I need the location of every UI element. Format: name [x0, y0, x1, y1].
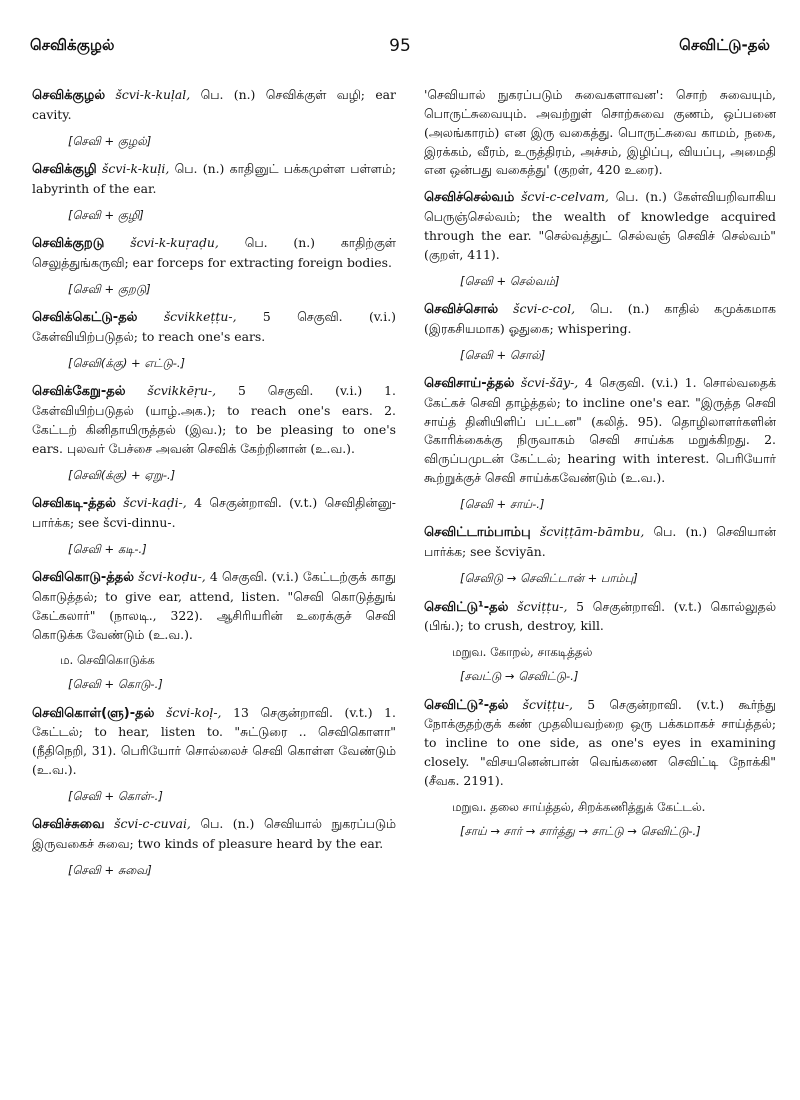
headword: செவிச்சொல்	[424, 301, 499, 317]
etymology: [செவிடு → செவிட்டான் + பாம்பு]	[460, 571, 638, 586]
definition: பெ. (n.) கேள்வியறிவாகிய பெருஞ்செல்வம்; the wealth of knowledge acquired through the ear. "செல்வத்துட் செல்வஞ் செவிச் செல்வம்" (குறள், 411).	[424, 189, 776, 262]
headword: செவிக்கேறு-தல்	[32, 384, 126, 400]
etymology: [செவி + குறடு]	[68, 281, 151, 296]
etymology: [செவி(க்கு) + ஏறு-.]	[68, 467, 176, 482]
transliteration: šcvi-k-kuḷal,	[115, 87, 191, 102]
dictionary-entry	[424, 188, 776, 264]
dictionary-entry	[32, 160, 396, 199]
transliteration: šcvikkēṛu-,	[147, 383, 217, 399]
etymology: [சவட்டு → செவிட்டு-.]	[460, 669, 579, 684]
headword: செவிச்சுவை	[32, 817, 105, 833]
etymology: [செவி + குழல்]	[68, 133, 152, 148]
transliteration: šcvi-šāy-,	[520, 375, 579, 391]
definition: 13 செகுன்றாவி. (v.t.) 1. கேட்டல்; to hear, listen to. "சுட்டுரை .. செவிகொளா" (நீதிநெறி, 31). பெரியோர் சொல்லைச் செவி கொள்ள வேண்டும் (உ.வ.).	[32, 704, 396, 778]
definition: 5 செகுவி. (v.i.) 1. கேள்வியிற்படுதல் (யாழ்.அக.); to reach one's ears. 2. கேட்டற் கினிதாயிருத்தல் (இவ.); to be pleasing to one's ears. புலவர் பேச்சை அவன் செவிக் கேற்றினான் (உ.வ.).	[32, 383, 396, 456]
transliteration: šcviṭṭu-,	[522, 696, 573, 712]
definition: 4 செகுவி. (v.i.) கேட்டற்குக் காது கொடுத்தல்; to give ear, attend, listen. "செவி கொடுத்துங் கேட்கலார்" (நாலடி., 322). ஆசிரியரின் உரைக்குச் செவி கொடுக்க வேண்டும் (உ.வ.).	[32, 569, 396, 642]
variant-note: மறுவ. கோறல், சாகடித்தல்	[452, 645, 593, 660]
transliteration: šcvi-c-celvam,	[521, 189, 609, 205]
definition: 5 செகுன்றாவி. (v.t.) கொல்லுதல் (பிங்.); to crush, destroy, kill.	[424, 598, 776, 634]
right-column	[424, 86, 776, 1086]
headword: செவிக்குறடு	[32, 236, 105, 252]
continuation-text: 'செவியால் நுகரப்படும் சுவைகளாவன': சொற் சுவையும், பொருட்சுவையும். அவற்றுள் சொற்சுவை குணம், ஒப்பனை (அலங்காரம்) என இரு வகைத்து. பொருட்சுவை காமம், நகை, இரக்கம், வீரம், உருத்திரம், அச்சம், இழிப்பு, வியப்பு, அமைதி என ஒன்பது வகைத்து' (குறள், 420 உரை).	[424, 87, 776, 178]
dictionary-entry	[424, 696, 776, 791]
dictionary-entry	[32, 308, 396, 347]
etymology: [செவி + சாய்-.]	[460, 497, 545, 511]
definition: 4 செகுன்றாவி. (v.t.) செவிதின்னு- பார்க்க; see šcvi-dinnu-.	[32, 495, 396, 530]
header-right-guideword: செவிட்டு-தல்	[679, 36, 770, 54]
page-number: 95	[389, 36, 411, 56]
dictionary-entry	[424, 523, 776, 562]
definition: 5 செகுன்றாவி. (v.t.) கூர்ந்து நோக்குதற்குக் கண் முதலியவற்றை ஒரு பக்கமாகச் சாய்த்தல்; to incline to one side, as one's eyes in examining closely. "விசயனென்பான் வெங்கணை செவிட்டி நோக்கி" (சீவக. 2191).	[424, 696, 776, 788]
etymology: [செவி(க்கு) + எட்டு-.]	[68, 355, 185, 370]
transliteration: šcvi-koḍu-,	[138, 569, 206, 585]
transliteration: šcvi-kaḍi-,	[123, 495, 187, 510]
variant-note: ம. செவிகொடுக்க	[60, 653, 155, 668]
etymology: [செவி + சுவை]	[68, 863, 152, 878]
headword: செவிகொடு-த்தல்	[32, 570, 135, 586]
transliteration: šcvi-c-col,	[513, 300, 576, 316]
definition: பெ. (n.) காதில் கமுக்கமாக (இரகசியமாக) ஓதுகை; whispering.	[424, 300, 776, 336]
headword: செவிசாய்-த்தல்	[424, 376, 515, 392]
dictionary-entry	[32, 86, 396, 125]
definition: பெ. (n.) செவிக்குள் வழி; ear cavity.	[32, 87, 396, 122]
variant-note: மறுவ. தலை சாய்த்தல், சிறக்கணித்துக் கேட்டல்.	[452, 799, 706, 814]
etymology: [செவி + குழி]	[68, 207, 144, 222]
dictionary-entry	[32, 234, 396, 273]
transliteration: šcvi-k-kuṛaḍu,	[130, 235, 219, 251]
transliteration: šcviṭṭu-,	[517, 598, 568, 614]
headword: செவிட்டு¹-தல்	[424, 599, 509, 615]
transliteration: šcviṭṭām-bāmbu,	[539, 524, 645, 540]
dictionary-entry	[424, 598, 776, 637]
transliteration: šcvi-koḷ-,	[165, 704, 222, 720]
dictionary-entry	[32, 382, 396, 458]
dictionary-entry	[424, 374, 776, 488]
etymology: [செவி + சொல்]	[460, 347, 546, 362]
headword: செவிகடி-த்தல்	[32, 496, 116, 511]
definition: பெ. (n.) காதிற்குள் செலுத்துங்கருவி; ear forceps for extracting foreign bodies.	[32, 235, 396, 270]
dictionary-entry	[32, 704, 396, 780]
headword: செவிட்டு²-தல்	[424, 697, 509, 713]
etymology: [செவி + கடி-.]	[68, 541, 147, 556]
transliteration: šcvi-c-cuvai,	[114, 816, 191, 832]
dictionary-entry	[32, 815, 396, 854]
transliteration: šcvi-k-kuḷi,	[102, 161, 170, 177]
transliteration: šcvikkeṭṭu-,	[163, 309, 237, 325]
etymology: [செவி + கொடு-.]	[68, 677, 163, 692]
definition: பெ. (n.) காதினுட் பக்கமுள்ள பள்ளம்; labyrinth of the ear.	[32, 161, 396, 196]
definition: பெ. (n.) செவியால் நுகரப்படும் இருவகைச் சுவை; two kinds of pleasure heard by the ear.	[32, 816, 396, 852]
definition: 4 செகுவி. (v.i.) 1. சொல்வதைக் கேட்கச் செவி தாழ்த்தல்; to incline one's ear. "இருத்த செவி சாய்த் தினியிளிப் பட்டன" (கலித். 95). தொழிலாளர்களின் கோரிக்கைக்கு நிருவாகம் செவி சாய்க்க மறுக்கிறது. 2. விருப்பமுடன் கேட்டல்; hearing with interest. பெரியோர் கூற்றுக்குச் செவி சாய்க்கவேண்டும் (உ.வ.).	[424, 375, 776, 486]
etymology: [சாய் → சார் → சார்த்து → சாட்டு → செவிட்டு-.]	[460, 823, 701, 838]
page-header	[30, 36, 770, 62]
headword: செவிட்டாம்பாம்பு	[424, 525, 531, 541]
dictionary-entry	[32, 568, 396, 644]
dictionary-entry	[32, 494, 396, 533]
left-column	[32, 86, 396, 1086]
headword: செவிக்குழல்	[32, 88, 106, 103]
headword: செவிகொள்(ளு)-தல்	[32, 705, 155, 721]
headword: செவிக்கெட்டு-தல்	[32, 310, 138, 326]
definition: பெ. (n.) செவியான் பார்க்க; see šcviyān.	[424, 524, 776, 560]
etymology: [செவி + கொள்-.]	[68, 789, 163, 804]
definition: 5 செகுவி. (v.i.) கேள்வியிற்படுதல்; to reach one's ears.	[32, 309, 396, 344]
dictionary-entry	[424, 300, 776, 339]
headword: செவிக்குழி	[32, 162, 97, 178]
etymology: [செவி + செல்வம்]	[460, 273, 560, 288]
headword: செவிச்செல்வம்	[424, 190, 515, 206]
header-left-guideword: செவிக்குழல்	[30, 36, 115, 54]
